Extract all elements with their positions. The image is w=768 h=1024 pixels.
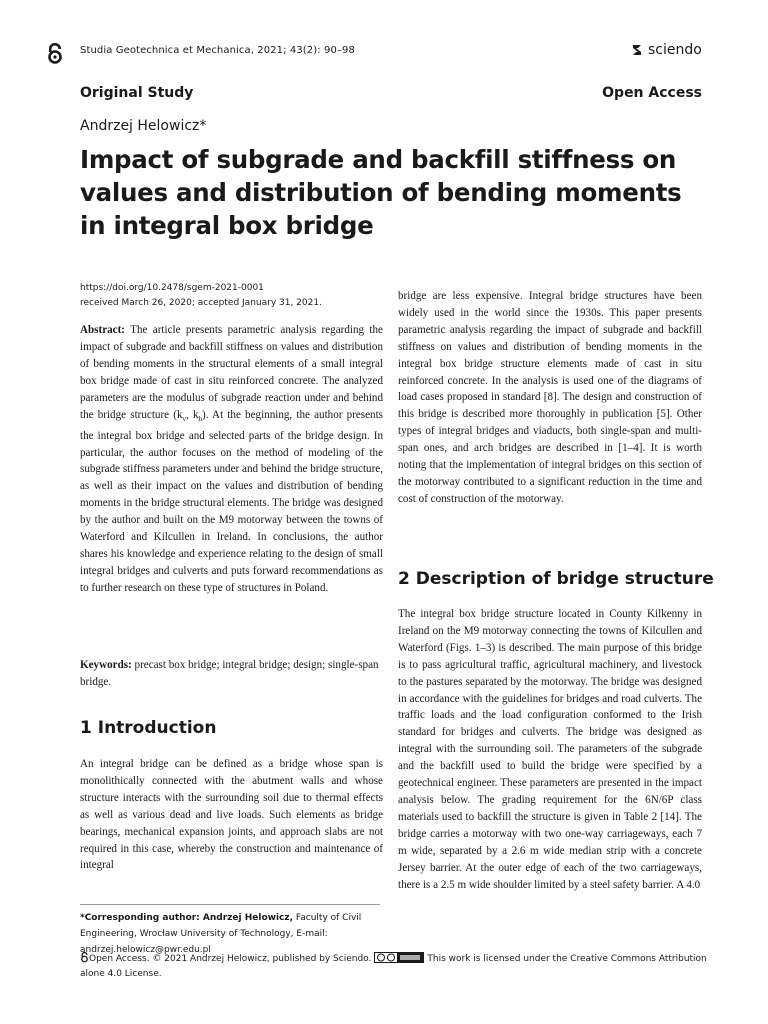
journal-citation: Studia Geotechnica et Mechanica, 2021; 43(2): 90–98	[80, 45, 355, 56]
abstract-label: Abstract:	[80, 324, 125, 336]
cc-by-license-icon[interactable]	[374, 952, 424, 963]
keywords-text: precast box bridge; integral bridge; design; single-span bridge.	[80, 659, 379, 688]
publisher-logo	[630, 42, 702, 58]
doi-block	[80, 281, 322, 311]
publisher-name: sciendo	[648, 42, 702, 58]
open-access-small-icon	[80, 952, 89, 963]
author-name: Andrzej Helowicz*	[80, 118, 207, 134]
license-notice	[80, 952, 720, 982]
abstract-text-a: The article presents parametric analysis regarding the impact of subgrade and backfill stiffness on values and distribution of bending moments in the structural elements of a small integral box bridge made of cast in situ reinforced concrete. The analyzed parameters are the modulus of subgrade reaction under and behind the bridge structure (k	[80, 324, 383, 421]
doi-link[interactable]: https://doi.org/10.2478/sgem-2021-0001	[80, 283, 264, 293]
abstract-mid: , k	[186, 408, 199, 421]
footnote-label: *Corresponding author: Andrzej Helowicz,	[80, 913, 294, 923]
section-heading-description: 2 Description of bridge structure	[398, 569, 714, 589]
abstract	[80, 322, 383, 597]
abstract-sub-v: v	[182, 414, 186, 423]
abstract-sub-h: h	[198, 414, 203, 423]
introduction-text: An integral bridge can be defined as a bridge whose span is monolithically connected with the abutment walls and whose structure interacts with the surrounding soil due to thermal effects as well as various dead and live loads. Such elements as bridge bearings, mechanical expansion joints, and approach slabs are not required in this case, whereby the construction and maintenance of integral	[80, 758, 383, 872]
received-dates: received March 26, 2020; accepted January 31, 2021.	[80, 298, 322, 308]
keywords	[80, 657, 383, 691]
open-access-icon	[46, 43, 64, 65]
open-access-label: Open Access	[602, 85, 702, 101]
description-text: The integral box bridge structure located in County Kilkenny in Ireland on the M9 motorway connecting the towns of Kilcullen and Waterford (Figs. 1–3) is described. The main purpose of this bridge is to pass agricultural traffic, agricultural machinery, and livestock to the pastures separated by the motorway. The bridge was designed in accordance with the guidelines for bridges and road culverts. The traffic loads and the load configuration conformed to the Irish standard for bridges and culverts. The bridge was designed as integral with the surrounding soil. The parameters of the subgrade and the backfill used to build the bridge were specified by a geotechnical engineer. These parameters are presented in the impact analysis below. The grading requirement for the 6N/6P class materials used to backfill the structure is given in Table 2 [14]. The bridge carries a motorway with two one-way carriageways, each 7 m wide, separated by a 2.6 m wide median strip with a concrete Jersey barrier. At the outer edge of each of the two carriageways, there is a 2.5 m wide shoulder limited by a steel safety barrier. A 4.0	[398, 608, 702, 891]
keywords-label: Keywords:	[80, 659, 132, 671]
section-heading-introduction: 1 Introduction	[80, 718, 217, 738]
license-part1: Open Access. © 2021 Andrzej Helowicz, published by Sciendo.	[89, 954, 372, 964]
corresponding-author-footnote	[80, 910, 390, 958]
paper-title: Impact of subgrade and backfill stiffness on values and distribution of bending moments in integral box bridge	[80, 145, 682, 240]
sciendo-icon	[630, 43, 644, 57]
abstract-text-b: ). At the beginning, the author presents the integral box bridge and selected parts of the bridge design. In particular, the author focuses on the method of modeling of the subgrade stiffness parameters under and behind the bridge structure, as well as their impact on the values and distribution of bending moments in the bridge structural elements. The bridge was designed by the author and built on the M9 motorway between the towns of Waterford and Kilcullen in Ireland. In conclusions, the author shares his knowledge and experience relating to the design of small integral bridges and culverts and puts forward recommendations as to further research on these type of structures in Poland.	[80, 408, 383, 594]
footnote-divider	[80, 904, 380, 905]
study-type-label: Original Study	[80, 85, 194, 101]
introduction-continued: bridge are less expensive. Integral bridge structures have been widely used in the world since the 1930s. This paper presents parametric analysis regarding the impact of subgrade and backfill stiffness on values and distribution of bending moments in the integral box bridge structure elements made of cast in situ reinforced concrete. In the analysis is used one of the diagrams of load cases proposed in standard [8]. The design and construction of this bridge is described more thoroughly in publication [5]. Other types of integral bridges and viaducts, both single-span and multi-span ones, and arch bridges are described in [1–4]. It is worth noting that the implementation of integral bridges on this section of the motorway contributed to a significant reduction in the time and cost of construction of the motorway.	[398, 290, 702, 505]
footnote-text: Faculty of Civil Engineering, Wrocław University of Technology, E-mail: andrzej.helowicz@pwr.edu.pl	[80, 913, 362, 955]
license-part2: This work is licensed under the Creative Commons Attribution alone 4.0 License.	[80, 954, 707, 979]
